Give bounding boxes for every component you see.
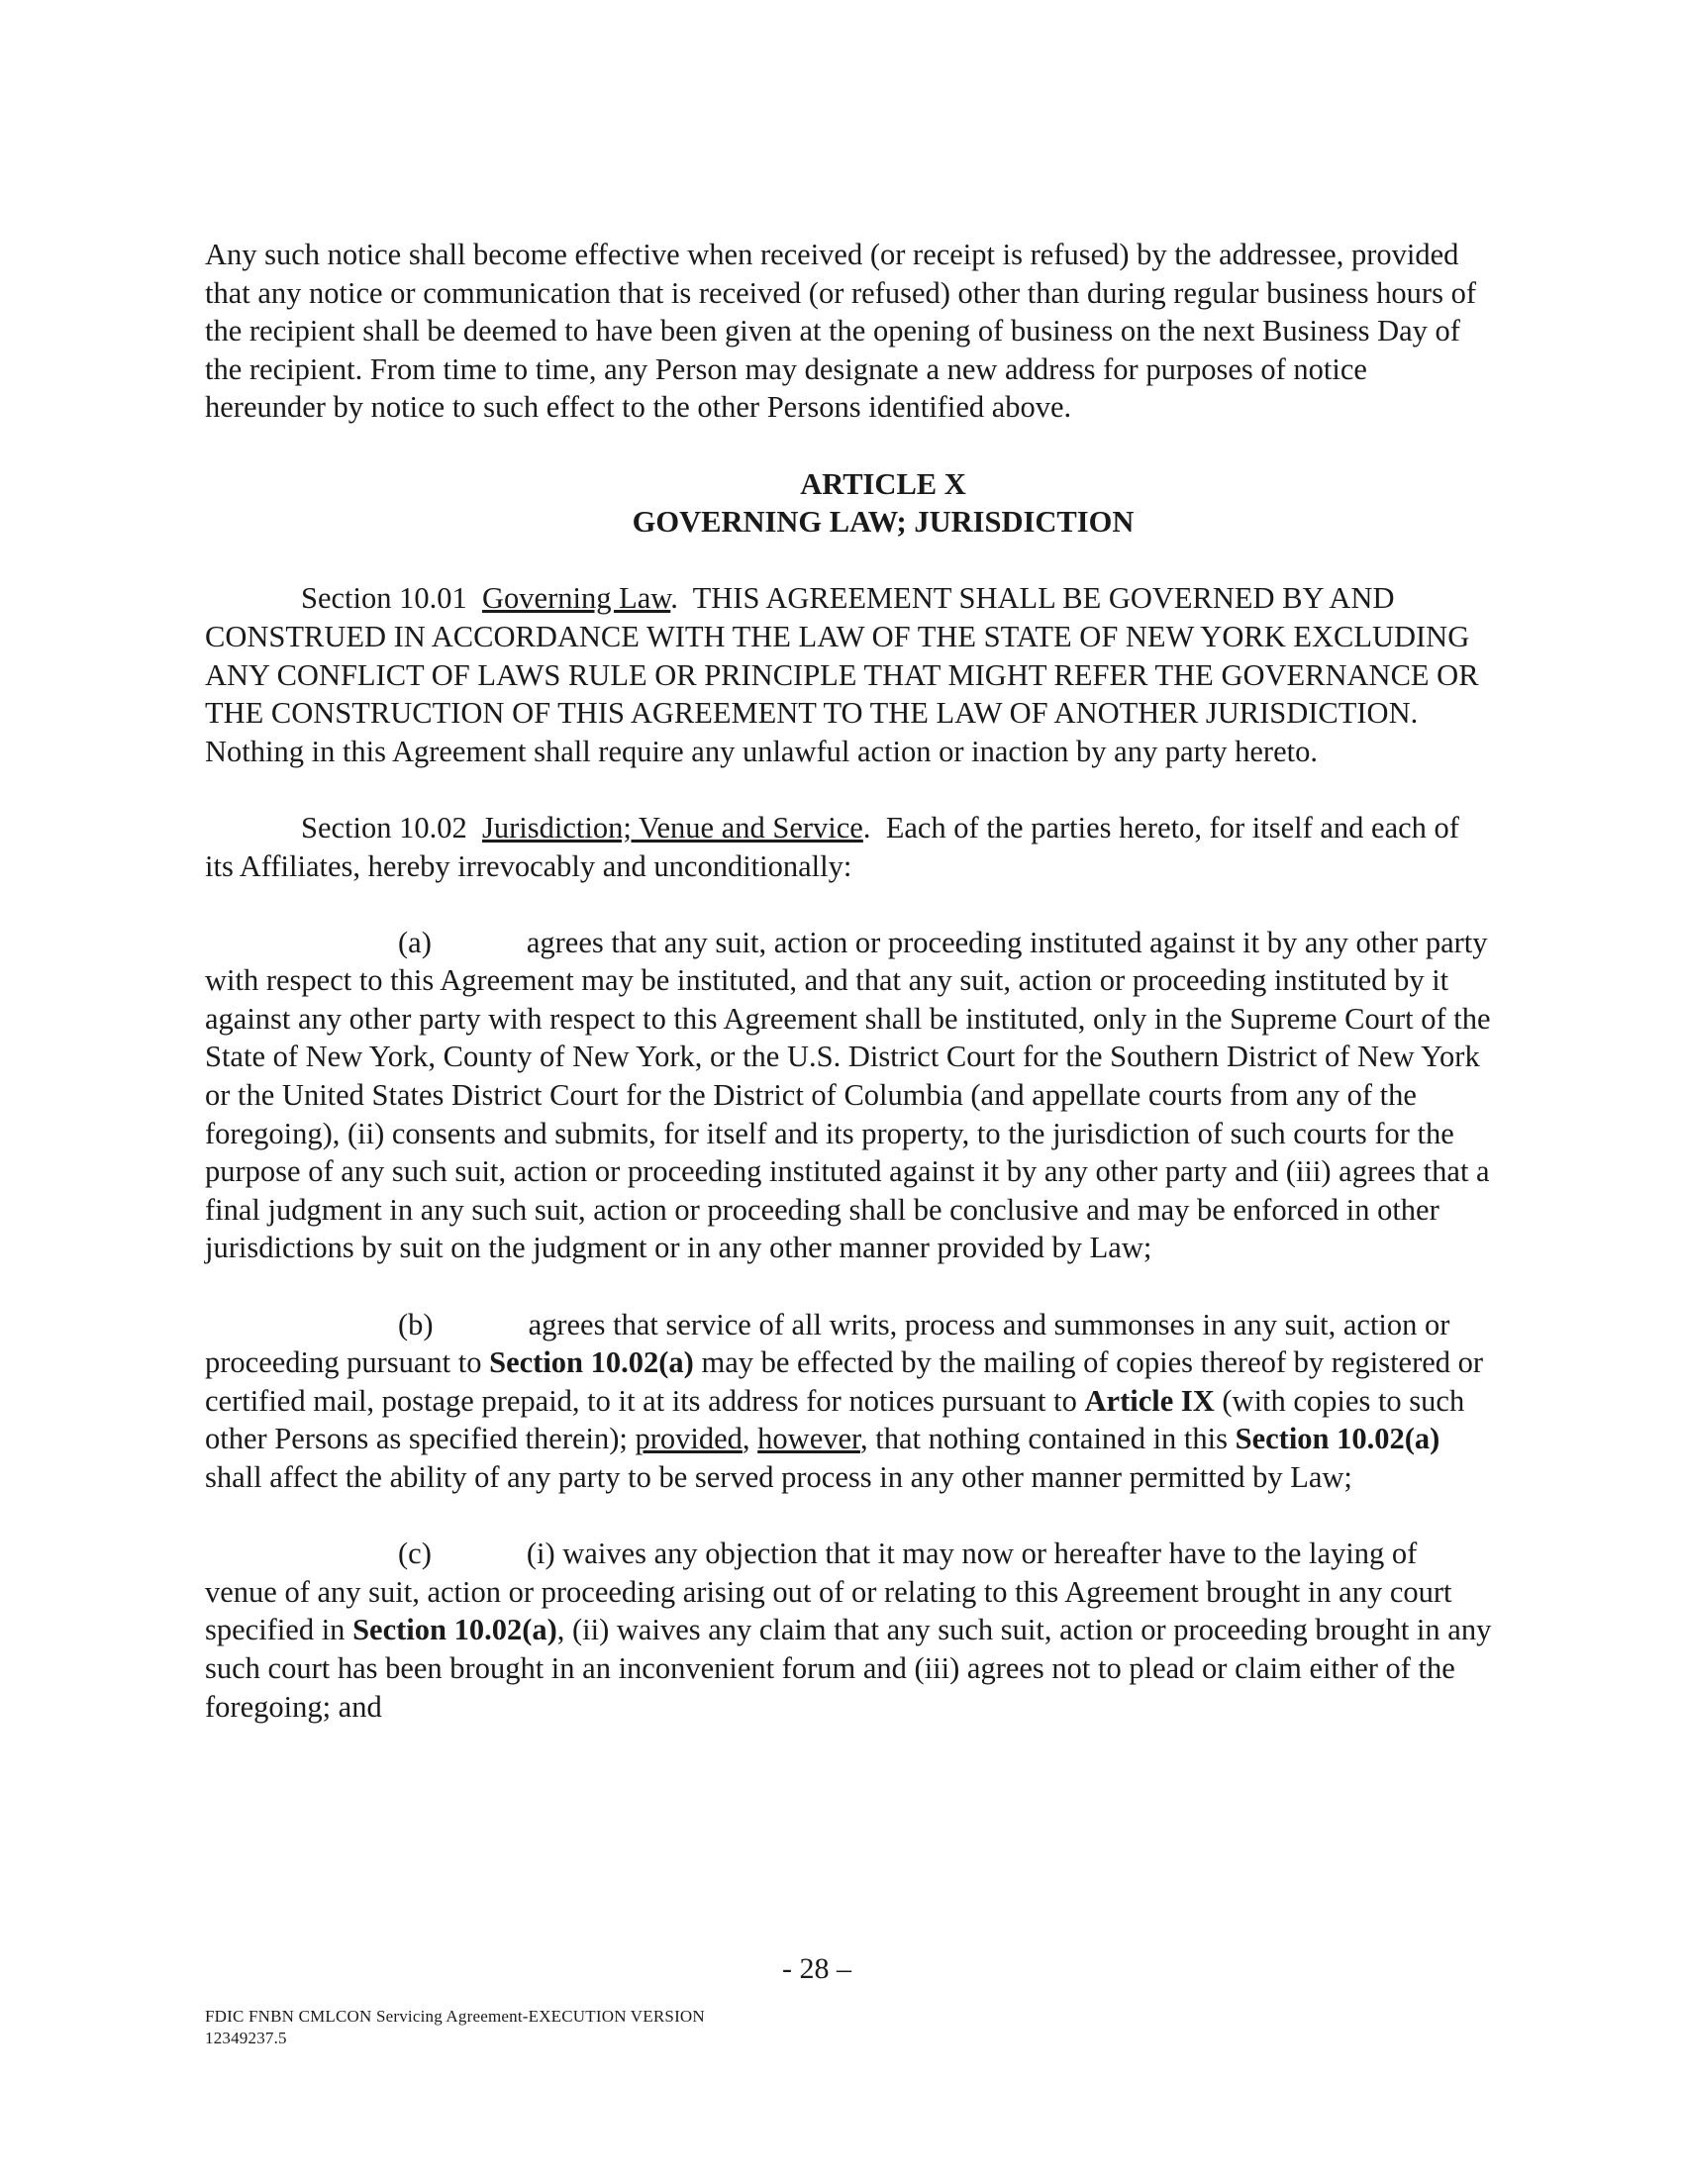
document-body [205, 236, 1492, 1726]
clause-text: shall affect the ability of any party to be served process in any other manner permitted by Law; [205, 1460, 1352, 1494]
clause-marker: (a) [398, 925, 432, 959]
section-reference: Section 10.02(a) [352, 1613, 557, 1647]
spacer [205, 427, 1492, 465]
clause-a [205, 924, 1492, 1267]
clause-text: (with copies to such other Persons as specified therein); [205, 1383, 1465, 1456]
section-label: Section 10.02 [301, 810, 467, 844]
section-text: THIS AGREEMENT SHALL BE GOVERNED BY AND CONSTRUED IN ACCORDANCE WITH THE LAW OF THE STATE OF NEW YORK EXCLUDING ANY CONFLICT OF LAWS RULE OR PRINCIPLE THAT MIGHT REFER THE GOVERNANCE OR THE CONSTRUCTION OF THIS AGREEMENT TO THE LAW OF ANOTHER JURISDICTION. Nothing in this Agreement shall require any unlawful action or inaction by any party hereto. [205, 581, 1479, 768]
spacer [205, 542, 1492, 580]
footer-document-title: FDIC FNBN CMLCON Servicing Agreement-EXECUTION VERSION [205, 2007, 705, 2026]
section-heading: Governing Law [482, 581, 671, 616]
article-number: ARTICLE X [800, 466, 966, 501]
section-intro: Each of the parties hereto, for itself and each of its Affiliates, hereby irrevocably and unconditionally: [205, 810, 1459, 883]
clause-text: may be effected by the mailing of copies thereof by registered or certified mail, postage prepaid, to it at its address for notices pursuant to [205, 1345, 1484, 1418]
spacer [205, 770, 1492, 809]
spacer [205, 885, 1492, 924]
footer-document-id: 12349237.5 [205, 2029, 287, 2047]
section-label: Section 10.01 [301, 581, 467, 616]
spacer [205, 1497, 1492, 1536]
however-term: however [757, 1422, 860, 1456]
clause-b: (b) agrees that service of all writs, process and summonses in any suit, action or proceeding pursuant to Section 10.02(a) may be effected by the mailing of copies thereof by registered or certified mail, postage prepaid, to it at its address for notices pursuant to Article IX (with copies to such other Persons as specified therein); provided, however, that nothing contained in this Section 10.02(a) shall affect the ability of any party to be served process in any other manner permitted by Law; [205, 1307, 1484, 1494]
clause-text: that nothing contained in this [875, 1422, 1229, 1456]
provided-term: provided [635, 1422, 743, 1456]
clause-text: agrees that any suit, action or proceeding instituted against it by any other party with respect to this Agreement may be instituted, and that any suit, action or proceeding instituted by it against any other party with respect to this Agreement shall be instituted, only in the Supreme Court of the State of New York, County of New York, or the U.S. District Court for the Southern District of New York or the United States District Court for the District of Columbia (and appellate courts from any of the foregoing), (ii) consents and submits, for itself and its property, to the jurisdiction of such courts for the purpose of any such suit, action or proceeding instituted against it by any other party and (iii) agrees that a final judgment in any such suit, action or proceeding shall be conclusive and may be enforced in other jurisdictions by suit on the judgment or in any other manner provided by Law; [205, 925, 1491, 1265]
clause-text: , (ii) waives any claim that any such suit, action or proceeding brought in any such court has been brought in an inconvenient forum and (iii) agrees not to plead or claim either of the foregoing; and [205, 1613, 1492, 1724]
clause-text: agrees that service of all writs, process and summonses in any suit, action or proceeding pursuant to [205, 1307, 1450, 1380]
section-reference: Section 10.02(a) [489, 1345, 694, 1380]
clause-c [205, 1535, 1492, 1726]
section-reference: Section 10.02(a) [1235, 1422, 1440, 1456]
clause-marker: (b) [398, 1307, 434, 1341]
section-heading: Jurisdiction; Venue and Service [482, 810, 863, 844]
spacer [205, 1267, 1492, 1306]
article-title: GOVERNING LAW; JURISDICTION [632, 505, 1135, 540]
clause-marker: (c) [398, 1537, 432, 1571]
notice-effectiveness-paragraph: Any such notice shall become effective when received (or receipt is refused) by the addressee, provided that any notice or communication that is received (or refused) other than during regular business hours of the recipient shall be deemed to have been given at the opening of business on the next Business Day of the recipient. From time to time, any Person may designate a new address for purposes of notice hereunder by notice to such effect to the other Persons identified above. [205, 238, 1476, 425]
page-number: - 28 – [782, 1952, 851, 1985]
section-10-02: Section 10.02 Jurisdiction; Venue and Service. Each of the parties hereto, for itself and each of its Affiliates, hereby irrevocably and unconditionally: [205, 810, 1459, 883]
clause-text: (i) waives any objection that it may now or hereafter have to the laying of venue of any suit, action or proceeding arising out of or relating to this Agreement brought in any court specified in [205, 1537, 1452, 1647]
article-reference: Article IX [1084, 1383, 1215, 1418]
document-footer [205, 2006, 705, 2049]
section-10-01: Section 10.01 Governing Law. THIS AGREEMENT SHALL BE GOVERNED BY AND CONSTRUED IN ACCORDANCE WITH THE LAW OF THE STATE OF NEW YORK EXCLUDING ANY CONFLICT OF LAWS RULE OR PRINCIPLE THAT MIGHT REFER THE GOVERNANCE OR THE CONSTRUCTION OF THIS AGREEMENT TO THE LAW OF ANOTHER JURISDICTION. Nothing in this Agreement shall require any unlawful action or inaction by any party hereto. [205, 581, 1479, 768]
